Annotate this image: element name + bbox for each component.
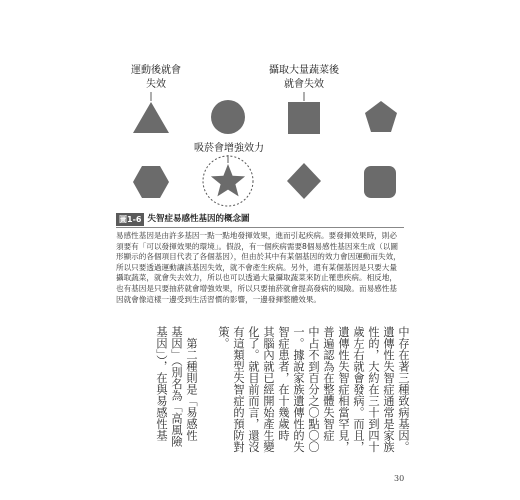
figure-badge: 圖1-6 bbox=[116, 213, 144, 226]
body-column-3: 性的，大約在三十到四十 bbox=[367, 326, 380, 453]
gene-shapes bbox=[0, 0, 520, 230]
body-column-7: 中占不到百分之〇點〇〇 bbox=[307, 326, 320, 453]
circle-gene-shape bbox=[211, 100, 245, 134]
rounded-square-gene-shape bbox=[364, 166, 396, 198]
body-column-6: 普遍認為在整體失智症 bbox=[322, 326, 335, 441]
body-column-1: 中存在著三種致病基因。 bbox=[397, 326, 410, 453]
label-smoking: 吸菸會增強效力 bbox=[194, 143, 264, 154]
figure-title-bar bbox=[116, 213, 249, 226]
square-gene-shape bbox=[288, 102, 320, 134]
star-gene-shape bbox=[211, 164, 245, 196]
body-column-14: 第二種則是「易感性 bbox=[185, 326, 198, 441]
body-column-12: 有這類型失智症的預防對 bbox=[232, 326, 245, 453]
body-column-9: 智症患者，在十幾歲時 bbox=[277, 326, 290, 441]
body-column-10: 其腦內就已經開始產生變 bbox=[262, 326, 275, 453]
body-column-13: 策。 bbox=[217, 326, 230, 349]
triangle-gene-shape bbox=[133, 102, 169, 133]
label-exercise: 運動後就會 失效 bbox=[131, 65, 181, 90]
body-column-11: 化了。就目前而言，還沒 bbox=[247, 326, 260, 453]
pentagon-gene-shape bbox=[365, 101, 397, 132]
body-column-16: 基因」），在與易感性基 bbox=[155, 326, 168, 442]
body-column-8: 一。據說家族遺傳性的失 bbox=[292, 326, 305, 453]
figure-divider bbox=[116, 227, 404, 228]
page-number: 30 bbox=[394, 474, 405, 483]
label-vegetables: 攝取大量蔬菜後 就會失效 bbox=[269, 65, 339, 90]
body-column-2: 遺傳性失智症通常是家族 bbox=[382, 326, 395, 453]
hexagon-gene-shape bbox=[133, 166, 169, 198]
body-column-4: 歲左右就會發病。而且， bbox=[352, 326, 365, 453]
body-column-15: 基因」（別名為「高風險 bbox=[170, 326, 183, 447]
figure-caption: 易感性基因是由許多基因一點一點地發揮效果，進而引起疾病。要發揮效果時，則必須要有「可以發揮效果的環境」。假設，有一個疾病需要8個易感性基因來生成（以圖形顯示的各個項目代表了各個基因），但由於其中有某個基因的效力會因運動而失效，所以只要透過運動讓該基因失效，就不會產生疾病。另外，還有某個基因是只要大量攝取蔬菜，就會失去效力，所以也可以透過大量攝取蔬菜來防止罹患疾病。相反地，也有基因是只要抽菸就會增強效果，所以只要抽菸就會提高發病的風險。而易感性基因就會像這樣一邊受到生活習慣的影響，一邊發揮整體效果。 bbox=[116, 231, 401, 304]
diamond-gene-shape bbox=[287, 163, 321, 199]
figure-title: 失智症易感性基因的概念圖 bbox=[147, 214, 250, 224]
body-column-5: 遺傳性失智症相當罕見， bbox=[337, 326, 350, 453]
